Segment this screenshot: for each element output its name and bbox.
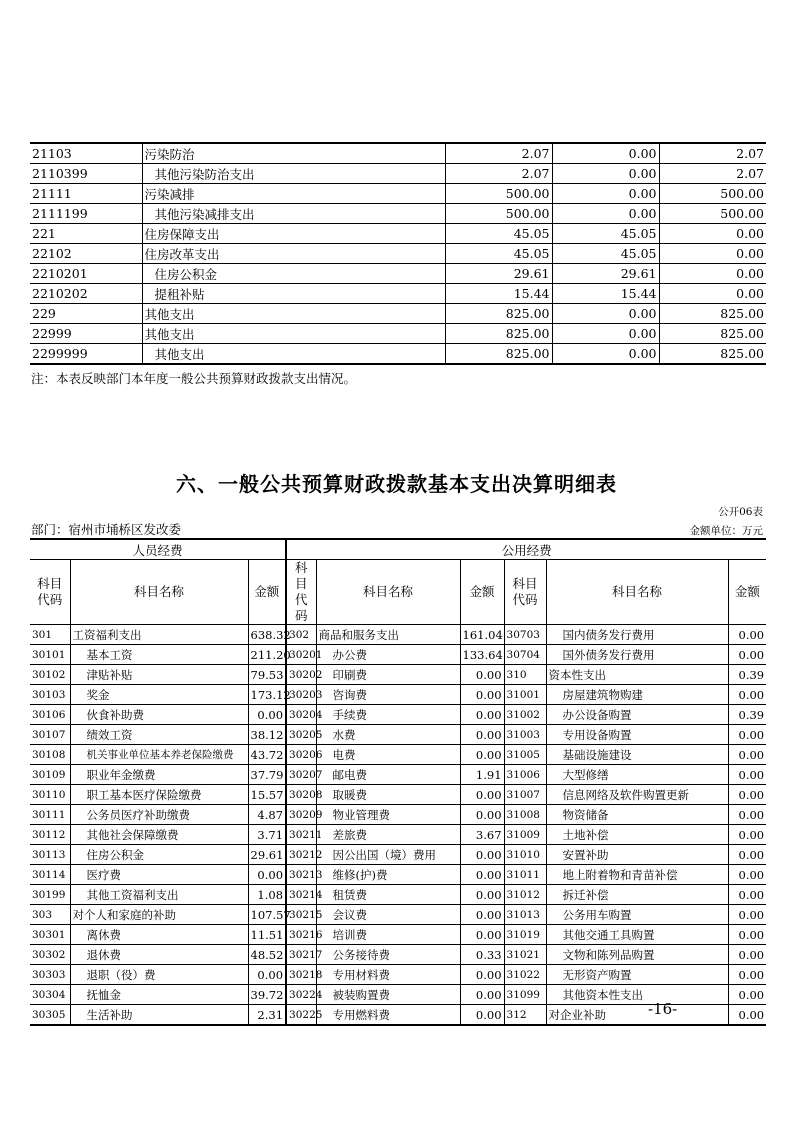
personnel-amount: 2.31 xyxy=(248,1005,286,1026)
group-personnel: 人员经费 xyxy=(30,539,286,560)
public-amount: 0.00 xyxy=(460,1005,504,1026)
project-amount: 2.07 xyxy=(659,143,766,164)
basic-amount: 0.00 xyxy=(552,184,659,204)
personnel-name: 机关事业单位基本养老保险缴费 xyxy=(70,745,248,765)
personnel-code: 30102 xyxy=(30,665,70,685)
capital-amount: 0.00 xyxy=(728,785,766,805)
public-name: 咨询费 xyxy=(316,685,460,705)
capital-amount: 0.39 xyxy=(728,705,766,725)
personnel-amount: 15.57 xyxy=(248,785,286,805)
public-code: 30203 xyxy=(286,685,316,705)
personnel-code: 30106 xyxy=(30,705,70,725)
capital-name: 文物和陈列品购置 xyxy=(546,945,728,965)
total-amount: 825.00 xyxy=(445,304,552,324)
project-amount: 0.00 xyxy=(659,244,766,264)
personnel-amount: 48.52 xyxy=(248,945,286,965)
project-amount: 500.00 xyxy=(659,184,766,204)
personnel-amount: 37.79 xyxy=(248,765,286,785)
personnel-amount: 1.08 xyxy=(248,885,286,905)
public-amount: 0.00 xyxy=(460,905,504,925)
public-code: 30205 xyxy=(286,725,316,745)
project-amount: 0.00 xyxy=(659,224,766,244)
basic-amount: 0.00 xyxy=(552,344,659,365)
public-amount: 0.00 xyxy=(460,845,504,865)
project-amount: 0.00 xyxy=(659,264,766,284)
table-row xyxy=(30,184,766,204)
total-amount: 500.00 xyxy=(445,204,552,224)
project-amount: 2.07 xyxy=(659,164,766,184)
page-title: 六、一般公共预算财政拨款基本支出决算明细表 xyxy=(176,472,617,496)
table-row xyxy=(30,865,766,885)
public-name: 被装购置费 xyxy=(316,985,460,1005)
subject-code: 2299999 xyxy=(30,344,142,365)
total-amount: 825.00 xyxy=(445,324,552,344)
public-amount: 0.33 xyxy=(460,945,504,965)
subject-code: 2210201 xyxy=(30,264,142,284)
capital-code: 31009 xyxy=(504,825,546,845)
total-amount: 29.61 xyxy=(445,264,552,284)
public-code: 30204 xyxy=(286,705,316,725)
capital-name: 基础设施建设 xyxy=(546,745,728,765)
capital-name: 资本性支出 xyxy=(546,665,728,685)
public-name: 电费 xyxy=(316,745,460,765)
capital-code: 30703 xyxy=(504,625,546,645)
capital-name: 无形资产购置 xyxy=(546,965,728,985)
header-code-c: 科目代码 xyxy=(504,560,546,625)
public-amount: 0.00 xyxy=(460,965,504,985)
total-amount: 2.07 xyxy=(445,164,552,184)
header-amount-b: 金额 xyxy=(460,560,504,625)
table-row xyxy=(30,264,766,284)
header-code-a: 科目代码 xyxy=(30,560,70,625)
table-row xyxy=(30,344,766,365)
table-row xyxy=(30,204,766,224)
subject-name: 其他污染防治支出 xyxy=(142,164,445,184)
personnel-name: 工资福利支出 xyxy=(70,625,248,645)
capital-amount: 0.00 xyxy=(728,825,766,845)
capital-code: 31013 xyxy=(504,905,546,925)
capital-name: 其他资本性支出 xyxy=(546,985,728,1005)
total-amount: 15.44 xyxy=(445,284,552,304)
personnel-amount: 107.57 xyxy=(248,905,286,925)
table-row xyxy=(30,805,766,825)
public-name: 因公出国（境）费用 xyxy=(316,845,460,865)
capital-code: 31008 xyxy=(504,805,546,825)
amount-unit-label: 金额单位：万元 xyxy=(689,525,763,537)
capital-amount: 0.00 xyxy=(728,645,766,665)
table-row xyxy=(30,885,766,905)
personnel-amount: 38.12 xyxy=(248,725,286,745)
public-code: 30225 xyxy=(286,1005,316,1026)
total-amount: 2.07 xyxy=(445,143,552,164)
public-name: 培训费 xyxy=(316,925,460,945)
capital-amount: 0.00 xyxy=(728,685,766,705)
personnel-amount: 79.53 xyxy=(248,665,286,685)
subject-code: 2111199 xyxy=(30,204,142,224)
personnel-code: 30108 xyxy=(30,745,70,765)
public-name: 办公费 xyxy=(316,645,460,665)
public-code: 30217 xyxy=(286,945,316,965)
table-row xyxy=(30,845,766,865)
capital-name: 安置补助 xyxy=(546,845,728,865)
capital-amount: 0.00 xyxy=(728,885,766,905)
subject-code: 229 xyxy=(30,304,142,324)
personnel-code: 30103 xyxy=(30,685,70,705)
basic-amount: 15.44 xyxy=(552,284,659,304)
public-code: 302 xyxy=(286,625,316,645)
public-name: 公务接待费 xyxy=(316,945,460,965)
table-row xyxy=(30,645,766,665)
header-name-c: 科目名称 xyxy=(546,560,728,625)
capital-name: 其他交通工具购置 xyxy=(546,925,728,945)
subject-name: 其他支出 xyxy=(142,324,445,344)
subject-name: 其他支出 xyxy=(142,344,445,365)
public-code: 30215 xyxy=(286,905,316,925)
basic-amount: 0.00 xyxy=(552,143,659,164)
capital-code: 312 xyxy=(504,1005,546,1026)
capital-amount: 0.00 xyxy=(728,985,766,1005)
personnel-code: 30301 xyxy=(30,925,70,945)
capital-amount: 0.00 xyxy=(728,845,766,865)
personnel-name: 津贴补贴 xyxy=(70,665,248,685)
basic-amount: 29.61 xyxy=(552,264,659,284)
public-code: 30218 xyxy=(286,965,316,985)
personnel-amount: 4.87 xyxy=(248,805,286,825)
public-amount: 0.00 xyxy=(460,885,504,905)
personnel-code: 303 xyxy=(30,905,70,925)
personnel-name: 职工基本医疗保险缴费 xyxy=(70,785,248,805)
personnel-name: 伙食补助费 xyxy=(70,705,248,725)
basic-amount: 0.00 xyxy=(552,324,659,344)
group-public: 公用经费 xyxy=(286,539,766,560)
project-amount: 825.00 xyxy=(659,304,766,324)
capital-code: 31022 xyxy=(504,965,546,985)
public-amount: 0.00 xyxy=(460,865,504,885)
public-name: 维修(护)费 xyxy=(316,865,460,885)
public-amount: 0.00 xyxy=(460,985,504,1005)
personnel-code: 30112 xyxy=(30,825,70,845)
public-amount: 1.91 xyxy=(460,765,504,785)
basic-amount: 0.00 xyxy=(552,204,659,224)
total-amount: 500.00 xyxy=(445,184,552,204)
capital-code: 31003 xyxy=(504,725,546,745)
capital-code: 31011 xyxy=(504,865,546,885)
personnel-name: 对个人和家庭的补助 xyxy=(70,905,248,925)
public-code: 30201 xyxy=(286,645,316,665)
public-name: 水费 xyxy=(316,725,460,745)
capital-amount: 0.00 xyxy=(728,625,766,645)
subject-code: 21103 xyxy=(30,143,142,164)
personnel-amount: 0.00 xyxy=(248,705,286,725)
personnel-code: 30199 xyxy=(30,885,70,905)
public-name: 取暖费 xyxy=(316,785,460,805)
expenditure-table-continued xyxy=(30,142,766,365)
basic-amount: 45.05 xyxy=(552,244,659,264)
personnel-name: 绩效工资 xyxy=(70,725,248,745)
personnel-name: 抚恤金 xyxy=(70,985,248,1005)
project-amount: 825.00 xyxy=(659,344,766,365)
subject-name: 其他污染减排支出 xyxy=(142,204,445,224)
personnel-code: 30113 xyxy=(30,845,70,865)
public-amount: 0.00 xyxy=(460,665,504,685)
table-row xyxy=(30,304,766,324)
table-row xyxy=(30,905,766,925)
capital-name: 信息网络及软件购置更新 xyxy=(546,785,728,805)
public-amount: 0.00 xyxy=(460,745,504,765)
capital-code: 310 xyxy=(504,665,546,685)
capital-code: 31005 xyxy=(504,745,546,765)
public-name: 租赁费 xyxy=(316,885,460,905)
header-amount-a: 金额 xyxy=(248,560,286,625)
personnel-code: 30107 xyxy=(30,725,70,745)
personnel-code: 301 xyxy=(30,625,70,645)
capital-amount: 0.00 xyxy=(728,925,766,945)
personnel-name: 基本工资 xyxy=(70,645,248,665)
capital-name: 公务用车购置 xyxy=(546,905,728,925)
capital-amount: 0.00 xyxy=(728,1005,766,1026)
personnel-amount: 39.72 xyxy=(248,985,286,1005)
personnel-name: 公务员医疗补助缴费 xyxy=(70,805,248,825)
project-amount: 0.00 xyxy=(659,284,766,304)
subject-name: 污染防治 xyxy=(142,143,445,164)
personnel-name: 生活补助 xyxy=(70,1005,248,1026)
capital-name: 国内债务发行费用 xyxy=(546,625,728,645)
public-code: 30208 xyxy=(286,785,316,805)
subject-name: 住房保障支出 xyxy=(142,224,445,244)
table-row xyxy=(30,745,766,765)
capital-name: 大型修缮 xyxy=(546,765,728,785)
personnel-code: 30114 xyxy=(30,865,70,885)
subject-name: 其他支出 xyxy=(142,304,445,324)
public-name: 物业管理费 xyxy=(316,805,460,825)
personnel-amount: 638.32 xyxy=(248,625,286,645)
capital-name: 对企业补助 xyxy=(546,1005,728,1026)
subject-code: 21111 xyxy=(30,184,142,204)
public-amount: 0.00 xyxy=(460,685,504,705)
subject-code: 22999 xyxy=(30,324,142,344)
capital-code: 31002 xyxy=(504,705,546,725)
capital-amount: 0.00 xyxy=(728,965,766,985)
group-header-row xyxy=(30,539,766,560)
personnel-code: 30304 xyxy=(30,985,70,1005)
table-row xyxy=(30,625,766,645)
personnel-code: 30302 xyxy=(30,945,70,965)
capital-code: 31021 xyxy=(504,945,546,965)
table-row xyxy=(30,244,766,264)
table-row xyxy=(30,925,766,945)
subject-name: 住房改革支出 xyxy=(142,244,445,264)
public-amount: 161.04 xyxy=(460,625,504,645)
public-code: 30206 xyxy=(286,745,316,765)
header-code-b: 科目代码 xyxy=(286,560,316,625)
personnel-amount: 43.72 xyxy=(248,745,286,765)
table-note: 注：本表反映部门本年度一般公共预算财政拨款支出情况。 xyxy=(31,371,357,386)
public-amount: 0.00 xyxy=(460,725,504,745)
capital-name: 国外债务发行费用 xyxy=(546,645,728,665)
personnel-name: 住房公积金 xyxy=(70,845,248,865)
capital-name: 土地补偿 xyxy=(546,825,728,845)
public-name: 专用燃料费 xyxy=(316,1005,460,1026)
table-row xyxy=(30,965,766,985)
public-name: 手续费 xyxy=(316,705,460,725)
table-row xyxy=(30,224,766,244)
table-row xyxy=(30,765,766,785)
personnel-name: 其他社会保障缴费 xyxy=(70,825,248,845)
public-code: 30212 xyxy=(286,845,316,865)
header-name-b: 科目名称 xyxy=(316,560,460,625)
capital-amount: 0.00 xyxy=(728,765,766,785)
subject-code: 2110399 xyxy=(30,164,142,184)
personnel-amount: 211.20 xyxy=(248,645,286,665)
capital-name: 房屋建筑物购建 xyxy=(546,685,728,705)
personnel-name: 退休费 xyxy=(70,945,248,965)
capital-code: 31001 xyxy=(504,685,546,705)
personnel-name: 其他工资福利支出 xyxy=(70,885,248,905)
table-row xyxy=(30,725,766,745)
subject-name: 提租补贴 xyxy=(142,284,445,304)
personnel-amount: 173.12 xyxy=(248,685,286,705)
personnel-code: 30303 xyxy=(30,965,70,985)
personnel-name: 奖金 xyxy=(70,685,248,705)
table-row xyxy=(30,785,766,805)
public-amount: 3.67 xyxy=(460,825,504,845)
basic-amount: 0.00 xyxy=(552,304,659,324)
personnel-amount: 11.51 xyxy=(248,925,286,945)
header-name-a: 科目名称 xyxy=(70,560,248,625)
capital-code: 31019 xyxy=(504,925,546,945)
public-amount: 0.00 xyxy=(460,785,504,805)
project-amount: 500.00 xyxy=(659,204,766,224)
table-row xyxy=(30,685,766,705)
personnel-code: 30101 xyxy=(30,645,70,665)
capital-amount: 0.00 xyxy=(728,905,766,925)
personnel-code: 30305 xyxy=(30,1005,70,1026)
personnel-code: 30110 xyxy=(30,785,70,805)
personnel-name: 退职（役）费 xyxy=(70,965,248,985)
public-code: 30202 xyxy=(286,665,316,685)
public-code: 30207 xyxy=(286,765,316,785)
table-row xyxy=(30,825,766,845)
capital-code: 31012 xyxy=(504,885,546,905)
capital-name: 拆迁补偿 xyxy=(546,885,728,905)
capital-amount: 0.00 xyxy=(728,805,766,825)
public-code: 30211 xyxy=(286,825,316,845)
personnel-amount: 0.00 xyxy=(248,865,286,885)
public-name: 专用材料费 xyxy=(316,965,460,985)
total-amount: 45.05 xyxy=(445,224,552,244)
capital-code: 30704 xyxy=(504,645,546,665)
capital-amount: 0.39 xyxy=(728,665,766,685)
table-row xyxy=(30,705,766,725)
page-number: -16- xyxy=(648,1000,678,1018)
public-name: 商品和服务支出 xyxy=(316,625,460,645)
capital-code: 31006 xyxy=(504,765,546,785)
public-amount: 0.00 xyxy=(460,925,504,945)
public-amount: 0.00 xyxy=(460,805,504,825)
table-row xyxy=(30,324,766,344)
form-code: 公开06表 xyxy=(718,506,763,518)
public-code: 30214 xyxy=(286,885,316,905)
personnel-code: 30111 xyxy=(30,805,70,825)
total-amount: 45.05 xyxy=(445,244,552,264)
public-name: 印刷费 xyxy=(316,665,460,685)
subject-name: 污染减排 xyxy=(142,184,445,204)
personnel-amount: 3.71 xyxy=(248,825,286,845)
capital-code: 31099 xyxy=(504,985,546,1005)
header-amount-c: 金额 xyxy=(728,560,766,625)
capital-amount: 0.00 xyxy=(728,745,766,765)
public-code: 30213 xyxy=(286,865,316,885)
department-label: 部门：宿州市埇桥区发改委 xyxy=(31,522,182,537)
capital-name: 办公设备购置 xyxy=(546,705,728,725)
table-row xyxy=(30,284,766,304)
capital-name: 专用设备购置 xyxy=(546,725,728,745)
personnel-amount: 29.61 xyxy=(248,845,286,865)
capital-code: 31010 xyxy=(504,845,546,865)
total-amount: 825.00 xyxy=(445,344,552,365)
capital-name: 地上附着物和青苗补偿 xyxy=(546,865,728,885)
public-amount: 0.00 xyxy=(460,705,504,725)
capital-code: 31007 xyxy=(504,785,546,805)
personnel-name: 职业年金缴费 xyxy=(70,765,248,785)
subject-code: 221 xyxy=(30,224,142,244)
capital-name: 物资储备 xyxy=(546,805,728,825)
public-name: 邮电费 xyxy=(316,765,460,785)
capital-amount: 0.00 xyxy=(728,725,766,745)
capital-amount: 0.00 xyxy=(728,945,766,965)
public-code: 30209 xyxy=(286,805,316,825)
table-row xyxy=(30,945,766,965)
basic-amount: 0.00 xyxy=(552,164,659,184)
capital-amount: 0.00 xyxy=(728,865,766,885)
table-row xyxy=(30,164,766,184)
personnel-amount: 0.00 xyxy=(248,965,286,985)
basic-expenditure-detail-table xyxy=(30,538,766,1026)
column-header-row xyxy=(30,560,766,625)
public-name: 会议费 xyxy=(316,905,460,925)
personnel-code: 30109 xyxy=(30,765,70,785)
basic-amount: 45.05 xyxy=(552,224,659,244)
table-row xyxy=(30,665,766,685)
personnel-name: 医疗费 xyxy=(70,865,248,885)
public-name: 差旅费 xyxy=(316,825,460,845)
subject-code: 2210202 xyxy=(30,284,142,304)
public-code: 30216 xyxy=(286,925,316,945)
table-row xyxy=(30,143,766,164)
project-amount: 825.00 xyxy=(659,324,766,344)
public-code: 30224 xyxy=(286,985,316,1005)
personnel-name: 离休费 xyxy=(70,925,248,945)
subject-name: 住房公积金 xyxy=(142,264,445,284)
subject-code: 22102 xyxy=(30,244,142,264)
public-amount: 133.64 xyxy=(460,645,504,665)
